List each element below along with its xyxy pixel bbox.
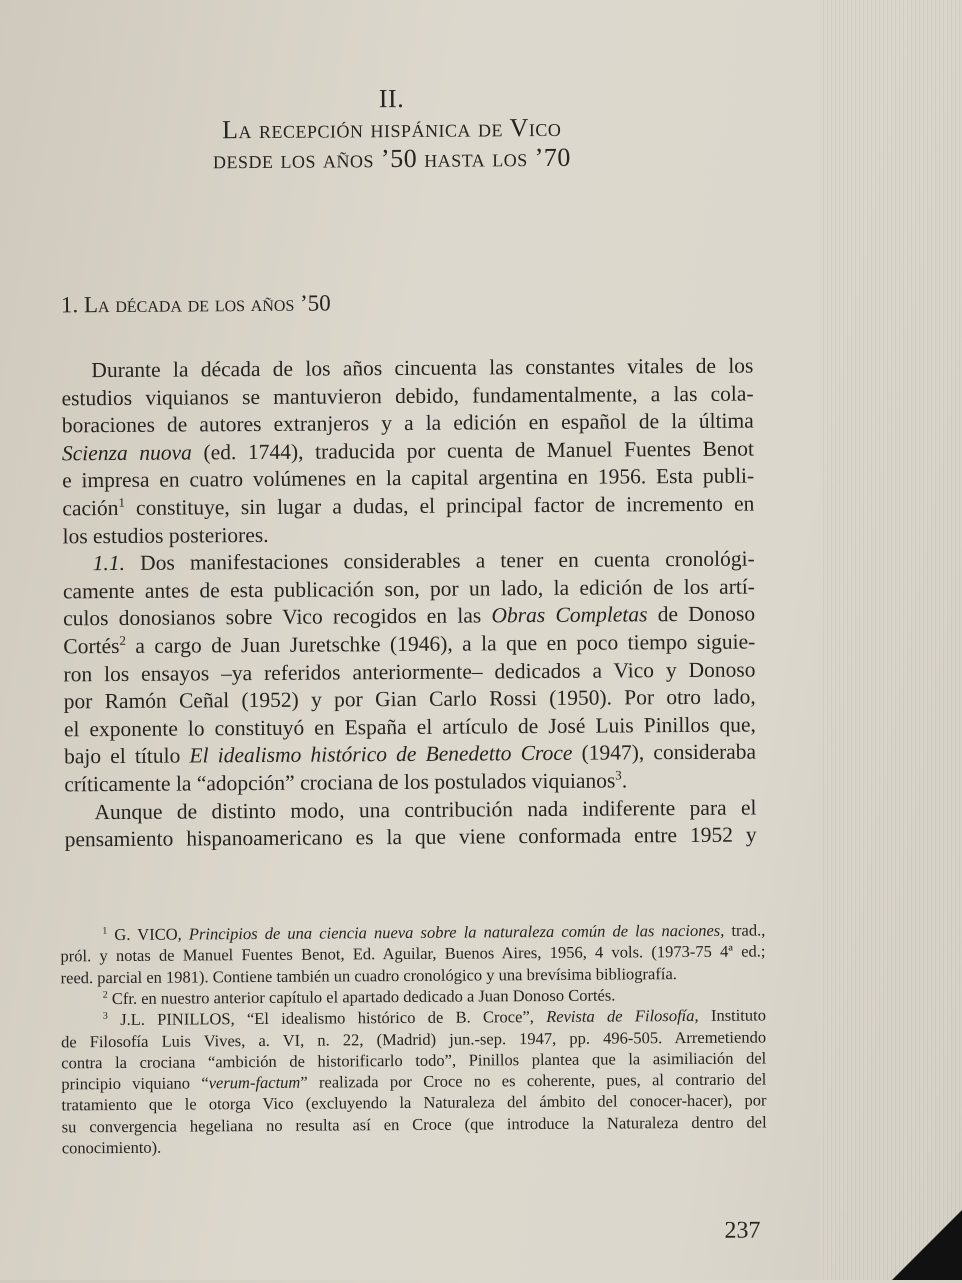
body-line (63, 574, 755, 604)
text-span: principio viquiano “ (61, 1073, 209, 1094)
italic-text: Principios de una ciencia nueva sobre la naturaleza común de las naciones, (188, 920, 725, 944)
text-span: su convergencia hegeliana no resulta así en Croce (que introduce la Naturaleza dentro del (61, 1112, 767, 1137)
body-line (64, 712, 756, 742)
text-span: ” realizada por Croce no es coherente, pues, al contrario del (300, 1069, 767, 1092)
body-line (62, 492, 754, 522)
body-line (63, 657, 755, 687)
chapter-number: II. (378, 83, 405, 114)
text-span: el exponente lo constituyó en España el artículo de José Luis Pinillos que, (63, 712, 756, 742)
text-span: contra la crociana “ambición de historificarlo todo”, Pinillos plantea que la asimiliación del (61, 1048, 767, 1073)
body-line (63, 602, 755, 632)
text-span: tratamiento que le otorga Vico (excluyendo la Naturaleza del ámbito del conocer-hacer), por (61, 1090, 767, 1115)
italic-text: verum-factum (208, 1072, 301, 1093)
note-reference: 1 (118, 495, 125, 510)
text-span: a cargo de Juan Juretschke (1946), a la que en poco tiempo siguie- (125, 629, 756, 658)
text-span: bajo el título (64, 743, 190, 769)
body-line (64, 685, 756, 715)
footnote-line (102, 920, 765, 945)
body-line (63, 630, 755, 660)
body-line (62, 519, 754, 549)
italic-text: El idealismo histórico de Benedetto Croce (189, 741, 573, 768)
note-reference: 2 (119, 633, 126, 648)
note-reference: 3 (615, 768, 622, 783)
body-line (62, 409, 754, 439)
chapter-title-line-2: desde los años ’50 hasta los ’70 (212, 142, 571, 175)
text-span: de Filosofía Luis Vives, a. VI, n. 22, (Madrid) jun.-sep. 1947, pp. 496-505. Arremetiendo (61, 1026, 767, 1051)
chapter-title-line-1: La recepción hispánica de Vico (222, 112, 562, 145)
footnote-line (103, 984, 766, 1009)
text-span: G. VICO, (107, 924, 189, 945)
text-span: boraciones de autores extranjeros y a la edición en español de la última (61, 408, 754, 438)
italic-text: 1.1. (92, 551, 126, 576)
text-span: Aunque de distinto modo, una contribución nada indiferente para el (94, 795, 757, 824)
text-span: pensamiento hispanoamericano es la que viene conformada entre 1952 y (64, 822, 757, 852)
text-span: los estudios posteriores. (62, 522, 269, 548)
body-line (64, 740, 756, 770)
text-span: críticamente la “adopción” crociana de los postulados viquianos (64, 768, 616, 797)
text-span: Cfr. en nuestro anterior capítulo el apartado dedicado a Juan Donoso Cortés. (107, 985, 616, 1008)
text-span: pról. y notas de Manuel Fuentes Benot, Ed. Aguilar, Buenos Aires, 1956, 4 vols. (1973-75 4ª ed.; (60, 941, 766, 966)
footnote-line (103, 1006, 766, 1031)
note-reference: 2 (102, 989, 108, 1001)
text-span: Dos manifestaciones considerables a tener en cuenta cronológi- (124, 546, 755, 576)
body-line (93, 547, 755, 577)
note-reference: 3 (102, 1010, 108, 1022)
italic-text: Obras Completas (491, 602, 648, 628)
text-span: Instituto (698, 1005, 766, 1026)
body-line (64, 768, 756, 798)
page-number: 237 (724, 1217, 761, 1244)
footnote-line (62, 1133, 767, 1158)
text-span: de Donoso (647, 601, 756, 627)
text-span: constituye, sin lugar a dudas, el principal factor de incremento en (124, 491, 755, 520)
body-line (91, 354, 753, 384)
text-span: e impresa en cuatro volúmenes en la capital argentina en 1956. Esta publi- (62, 463, 755, 493)
italic-text: Revista de Filosofía, (546, 1006, 699, 1027)
text-span: Cortés (63, 633, 120, 659)
text-span: camente antes de esta publicación son, por un lado, la edición de los artí- (62, 574, 755, 604)
text-span: estudios viquianos se mantuvieron debido, fundamentalmente, a las cola- (61, 381, 754, 410)
text-span: . (621, 768, 628, 793)
text-span: trad., (724, 920, 766, 940)
body-line (65, 823, 757, 853)
text-span: conocimiento). (61, 1137, 162, 1158)
body-line (61, 381, 753, 411)
section-heading: 1. La década de los años ’50 (60, 290, 331, 318)
text-span: (1947), consideraba (572, 739, 757, 766)
text-span: reed. parcial en 1981). Contiene también un cuadro cronológico y una brevísima bibliografía. (60, 963, 677, 987)
text-span: ron los ensayos –ya referidos anteriormente– dedicados a Vico y Donoso (63, 657, 756, 686)
italic-text: Scienza nuova (61, 440, 192, 466)
text-span: Durante la década de los años cincuenta las constantes vitales de los (91, 353, 754, 383)
note-reference: 1 (102, 925, 108, 937)
text-span: cación (62, 495, 119, 521)
text-span: culos donosianos sobre Vico recogidos en las (63, 603, 492, 631)
body-line (62, 464, 754, 494)
text-span: por Ramón Ceñal (1952) y por Gian Carlo Rossi (1950). Por otro lado, (63, 684, 756, 714)
body-line (62, 436, 754, 466)
text-span: J.L. PINILLOS, “El idealismo histórico de B. Croce”, (107, 1007, 547, 1030)
text-span: (ed. 1744), traducida por cuenta de Manuel Fuentes Benot (191, 436, 755, 465)
body-line (94, 795, 756, 825)
